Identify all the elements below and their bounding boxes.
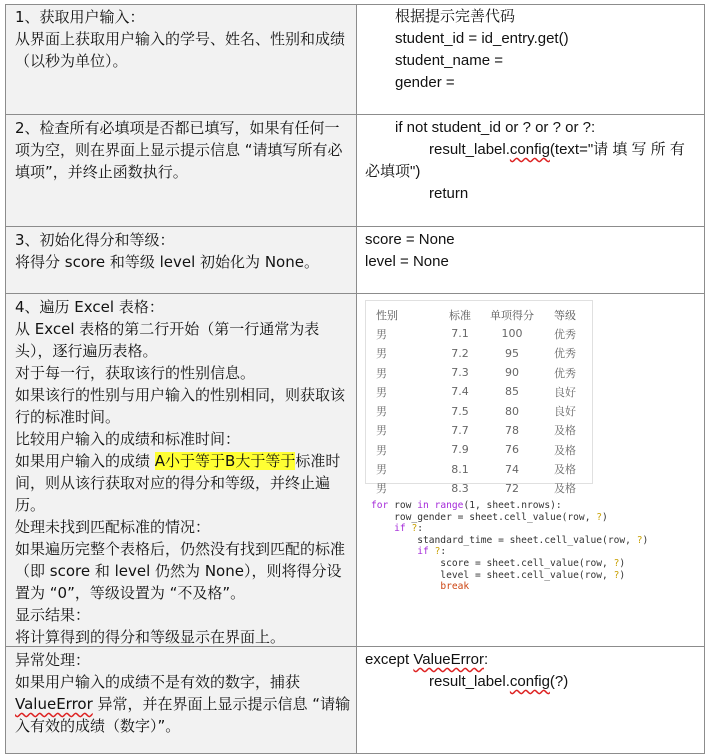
row4-text: 将计算得到的得分和等级显示在界面上。	[15, 628, 286, 646]
row2-code-prefix: result_label.	[429, 141, 510, 158]
excel-table-image	[365, 300, 593, 496]
code-line: for row in range(1, sheet.nrows):	[371, 500, 562, 511]
excel-header: 等级	[554, 308, 576, 322]
row1-code	[357, 4, 705, 114]
excel-cell: 85	[505, 385, 519, 399]
row5-text	[15, 671, 353, 737]
row1-code-line: student_name =	[395, 52, 503, 69]
excel-cell: 7.4	[451, 385, 469, 399]
excel-cell: 及格	[554, 463, 576, 477]
row1-heading: 1、获取用户输入：	[15, 8, 145, 26]
excel-row	[372, 440, 596, 459]
row-divider	[5, 226, 705, 227]
row3-heading: 3、初始化得分和等级：	[15, 231, 175, 249]
row2-text: 2、检查所有必填项是否都已填写，如果有任何一项为空，则在界面上显示提示信息 “请填写所有必填项”，并终止函数执行。	[15, 119, 343, 181]
row4-text: 处理未找到匹配标准的情况：	[15, 518, 211, 536]
table-border	[5, 4, 705, 5]
excel-cell: 100	[501, 327, 523, 341]
excel-cell: 男	[376, 347, 387, 361]
row3-code-line: score = None	[365, 231, 455, 248]
excel-cell: 7.5	[451, 404, 469, 418]
code-line: standard_time = sheet.cell_value(row, ?)	[371, 534, 649, 546]
excel-cell: 8.3	[451, 481, 469, 495]
row2-code-line	[365, 139, 699, 161]
row2-code	[357, 115, 705, 226]
row5-valueerror: ValueError	[15, 695, 93, 713]
excel-cell: 及格	[554, 482, 576, 496]
row5-text-part: 异常，并在界面上显示提示信息 “请输入有效的成绩（数字）”。	[15, 695, 351, 735]
row2-code-config: config	[509, 141, 550, 158]
row5-code-line	[365, 671, 699, 693]
excel-row	[372, 421, 596, 440]
row4-highlight: A小于等于B大于等于	[154, 452, 296, 470]
excel-row	[372, 382, 596, 401]
instruction-table	[5, 4, 705, 754]
row4-text	[15, 450, 353, 516]
row5-code-prefix: result_label.	[429, 673, 510, 690]
table-border	[5, 753, 705, 754]
excel-cell: 80	[505, 404, 519, 418]
excel-row	[372, 363, 596, 382]
code-line: break	[440, 581, 470, 593]
excel-cell: 7.3	[451, 366, 469, 380]
code-line: if ?:	[417, 546, 447, 558]
excel-cell: 及格	[554, 443, 576, 457]
row1-code-line: student_id = id_entry.get()	[395, 30, 569, 47]
excel-rows	[372, 324, 596, 498]
excel-cell: 7.1	[451, 327, 469, 341]
row4-images	[357, 294, 705, 646]
row5-description	[5, 647, 357, 754]
excel-cell: 7.7	[451, 423, 469, 437]
excel-cell: 男	[376, 482, 387, 496]
code-line: row_gender = sheet.cell_value(row, ?)	[371, 511, 608, 523]
excel-cell: 及格	[554, 424, 576, 438]
row2-code-suffix: (text="请 填 写 所 有	[549, 141, 685, 158]
row4-text-part: 如果用户输入的成绩	[15, 452, 155, 470]
row-divider	[5, 114, 705, 115]
excel-cell: 8.1	[451, 462, 469, 476]
excel-cell: 良好	[554, 405, 576, 419]
row2-code-line: 必填项")	[365, 163, 421, 180]
excel-row	[372, 459, 596, 478]
row3-text: 将得分 score 和等级 level 初始化为 None。	[15, 253, 319, 271]
row3-code	[357, 227, 705, 293]
excel-row	[372, 324, 596, 343]
row2-code-line: if not student_id or ? or ? or ?:	[395, 119, 596, 136]
excel-cell: 男	[376, 385, 387, 399]
row5-code	[357, 647, 705, 754]
row1-description	[5, 4, 357, 114]
excel-cell: 男	[376, 443, 387, 457]
excel-header: 单项得分	[490, 308, 534, 322]
row3-code-line: level = None	[365, 253, 449, 270]
row4-text: 如果遍历完整个表格后，仍然没有找到匹配的标准（即 score 和 level 仍然为 None），则将得分设置为 “0”，等级设置为 “不及格”。	[15, 540, 346, 602]
table-border	[704, 4, 705, 754]
code-snippet-image	[365, 496, 677, 598]
row4-text: 对于每一行，获取该行的性别信息。	[15, 364, 256, 382]
excel-cell: 男	[376, 424, 387, 438]
row5-code-colon: :	[483, 651, 489, 668]
row4-text: 如果该行的性别与用户输入的性别相同，则获取该行的标准时间。	[15, 386, 346, 426]
excel-cell: 90	[505, 366, 519, 380]
column-divider	[356, 4, 357, 754]
row2-code-line: return	[429, 185, 469, 202]
row-divider	[5, 293, 705, 294]
row5-code-suffix: (?)	[549, 673, 569, 690]
row4-text: 从 Excel 表格的第二行开始（第一行通常为表头），逐行遍历表格。	[15, 320, 320, 360]
excel-cell: 男	[376, 327, 387, 341]
excel-table	[372, 305, 596, 498]
excel-cell: 78	[505, 423, 519, 437]
code-line: if ?:	[394, 523, 424, 535]
excel-row	[372, 344, 596, 363]
excel-cell: 男	[376, 463, 387, 477]
row5-code-except: except	[365, 651, 414, 668]
row1-code-line: gender =	[395, 74, 455, 91]
excel-cell: 良好	[554, 385, 576, 399]
excel-row	[372, 401, 596, 420]
code-line: score = sheet.cell_value(row, ?)	[371, 557, 626, 569]
excel-cell: 7.2	[451, 346, 469, 360]
row5-text-part: 如果用户输入的成绩不是有效的数字，捕获	[15, 673, 301, 691]
row5-code-valueerror: ValueError	[413, 651, 484, 668]
excel-cell: 76	[505, 443, 519, 457]
row5-code-line	[365, 649, 699, 671]
row4-heading: 4、遍历 Excel 表格：	[15, 298, 164, 316]
row4-text: 比较用户输入的成绩和标准时间：	[15, 430, 241, 448]
row1-code-hint: 根据提示完善代码	[395, 8, 516, 25]
table-border	[5, 4, 6, 754]
excel-cell: 95	[505, 346, 519, 360]
excel-cell: 优秀	[554, 327, 576, 341]
excel-cell: 7.9	[451, 443, 469, 457]
code-line: level = sheet.cell_value(row, ?)	[371, 569, 626, 581]
excel-cell: 男	[376, 405, 387, 419]
excel-cell: 优秀	[554, 347, 576, 361]
row5-heading: 异常处理：	[15, 651, 91, 669]
row4-text: 显示结果：	[15, 606, 91, 624]
excel-cell: 74	[505, 462, 519, 476]
excel-header-row	[372, 305, 596, 324]
row-divider	[5, 646, 705, 647]
excel-cell: 优秀	[554, 366, 576, 380]
excel-header: 标准	[449, 308, 471, 322]
excel-cell: 男	[376, 366, 387, 380]
excel-header: 性别	[376, 308, 398, 322]
row3-description	[5, 227, 357, 293]
excel-cell: 72	[505, 481, 519, 495]
row4-text-part: 标准时间，则从该行获取对应的得分和等级，并终止遍历。	[15, 452, 341, 514]
row4-description	[5, 294, 357, 646]
row1-text: 从界面上获取用户输入的学号、姓名、性别和成绩（以秒为单位）。	[15, 30, 346, 70]
row5-code-config: config	[509, 673, 550, 690]
row2-description	[5, 115, 357, 226]
